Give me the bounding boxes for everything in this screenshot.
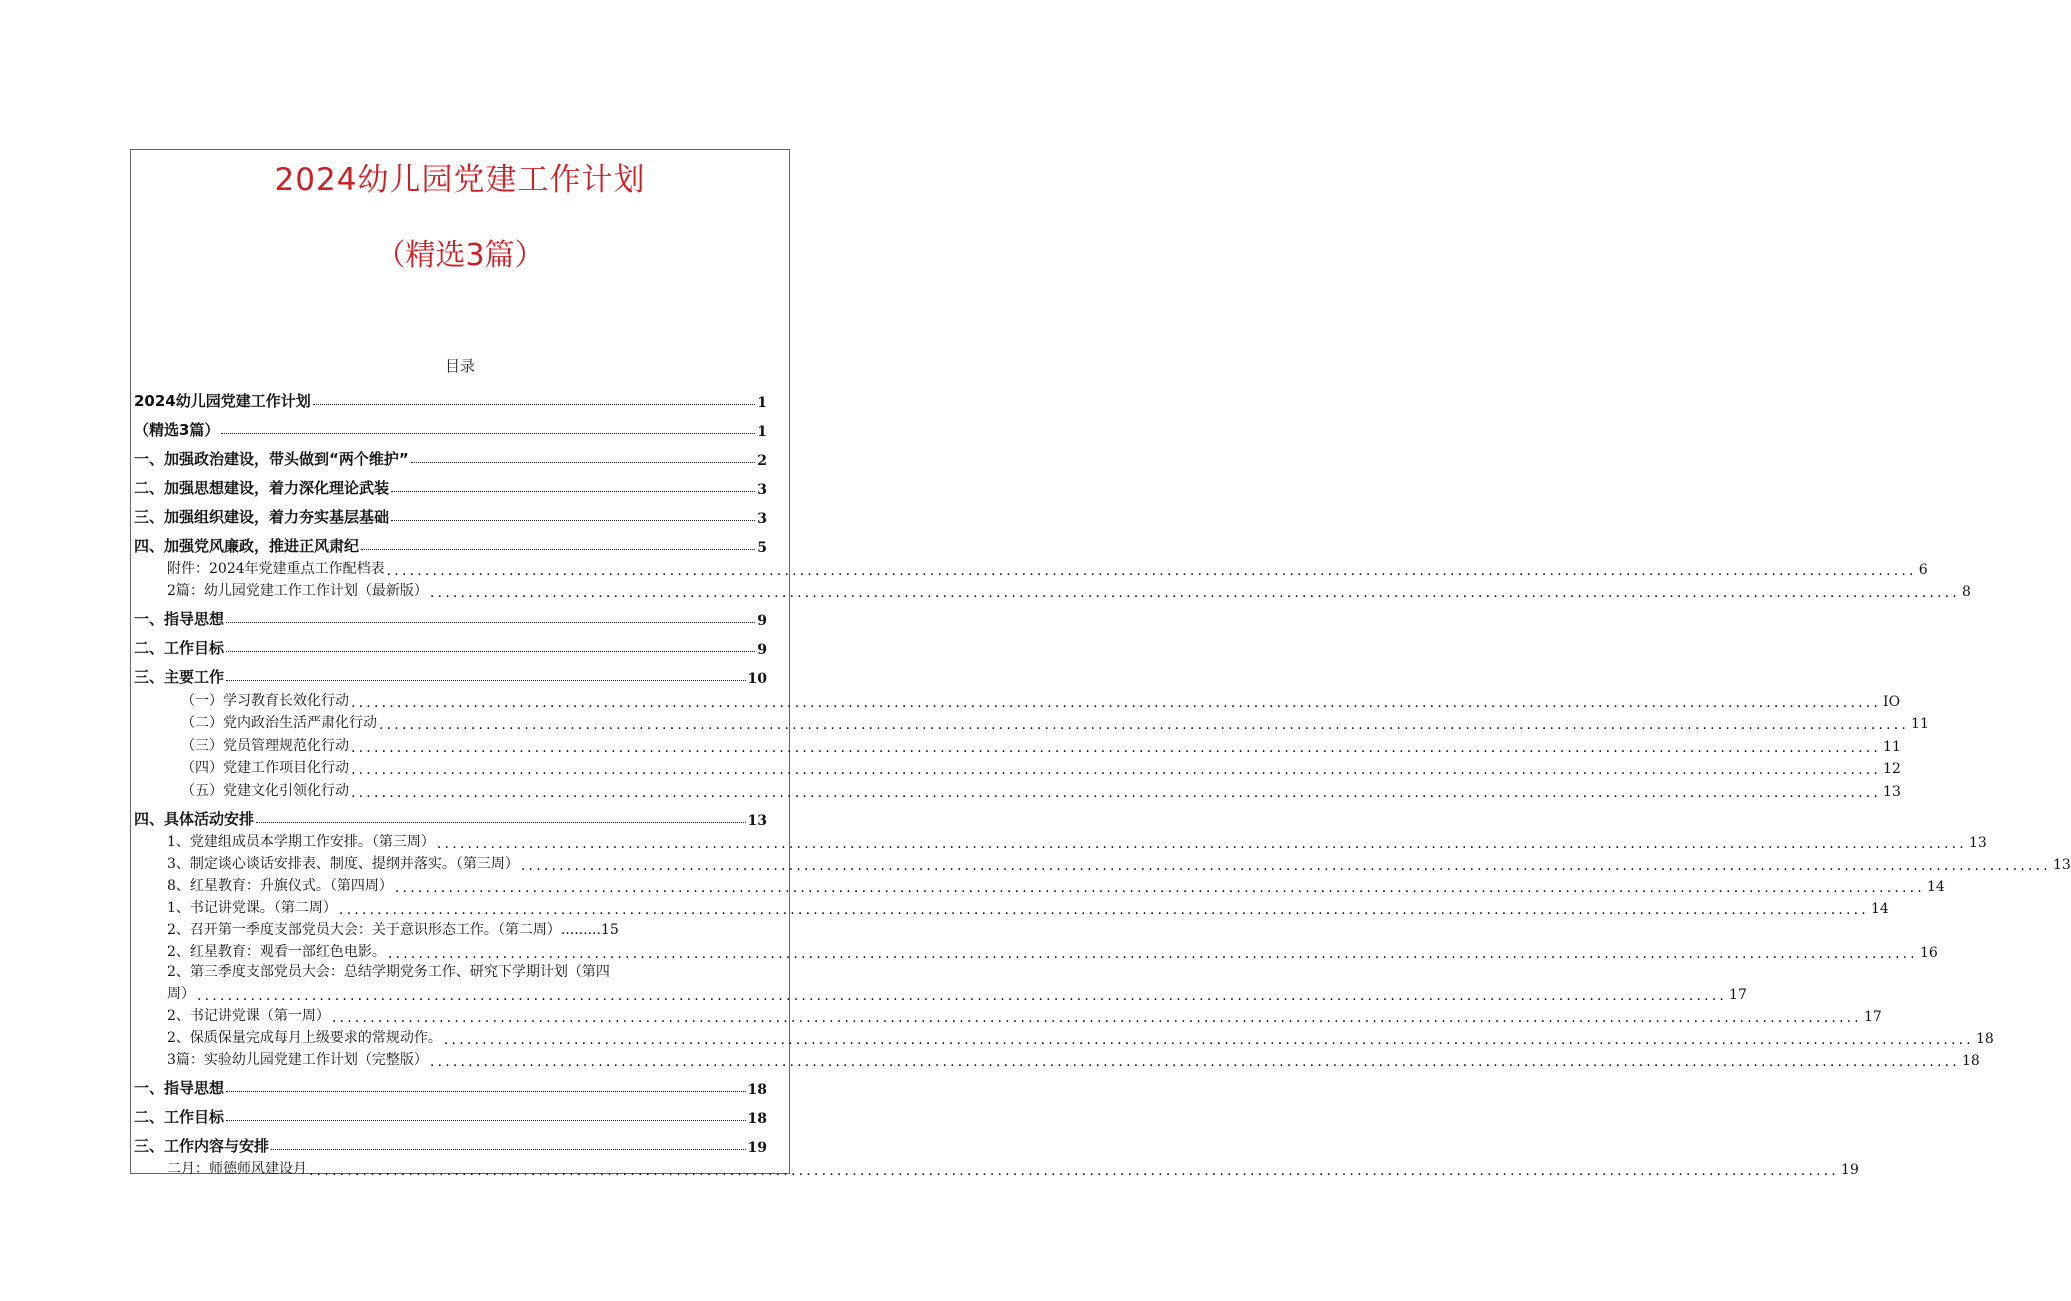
toc-entry-label: 一、指导思想 bbox=[134, 610, 225, 628]
toc-entry-label: （三）党员管理规范化行动 bbox=[181, 737, 349, 754]
toc-entry[interactable] bbox=[131, 851, 2071, 874]
toc-entry[interactable] bbox=[131, 981, 1747, 1004]
toc-page-number: 10 bbox=[747, 671, 767, 687]
toc-entry-label: 8、红星教育：升旗仪式。（第四周） bbox=[167, 877, 393, 894]
toc-dot-leader: ........................................................................................................................................................................................................ bbox=[351, 694, 1882, 711]
toc-entry[interactable] bbox=[131, 755, 1901, 778]
toc-entry-label: 2、召开第一季度支部党员大会：关于意识形态工作。（第二周）.........15 bbox=[167, 921, 619, 938]
toc-page-number: 1 bbox=[757, 424, 767, 440]
document-subtitle: （精选3篇） bbox=[375, 238, 545, 273]
table-of-contents bbox=[131, 382, 2071, 1179]
toc-entry[interactable] bbox=[131, 732, 1901, 756]
toc-entry[interactable] bbox=[131, 578, 1971, 601]
toc-dot-leader: ........................................................................................................................................................................................................ bbox=[394, 879, 1925, 896]
toc-entry[interactable] bbox=[131, 895, 1889, 918]
toc-dot-leader bbox=[256, 812, 746, 823]
toc-entry[interactable] bbox=[131, 658, 789, 687]
toc-page-number: 14 bbox=[1926, 878, 1945, 895]
toc-dot-leader bbox=[221, 423, 755, 434]
toc-entry-label: （四）党建工作项目化行动 bbox=[181, 760, 349, 776]
toc-entry-label: （二）党内政治生活严肃化行动 bbox=[181, 715, 377, 731]
toc-dot-leader bbox=[313, 394, 756, 405]
toc-entry[interactable] bbox=[131, 917, 789, 939]
toc-entry[interactable] bbox=[131, 829, 1987, 852]
toc-entry-label: 附件：2024年党建重点工作配档表 bbox=[167, 561, 385, 577]
toc-entry-label: （一）学习教育长效化行动 bbox=[181, 692, 349, 709]
toc-page-number: 2 bbox=[757, 453, 767, 469]
toc-entry-label: 三、工作内容与安排 bbox=[134, 1136, 270, 1155]
toc-entry[interactable] bbox=[131, 411, 789, 440]
toc-entry[interactable] bbox=[131, 556, 1928, 579]
toc-entry[interactable] bbox=[131, 629, 789, 658]
toc-page-number: 13 bbox=[1968, 834, 1987, 851]
toc-entry-label: 周） bbox=[167, 985, 195, 1002]
toc-entry-label: 四、具体活动安排 bbox=[134, 809, 255, 828]
toc-entry-label: 二、加强思想建设，着力深化理论武装 bbox=[134, 479, 390, 497]
toc-entry-label: （五）党建文化引领化行动 bbox=[181, 782, 349, 799]
toc-entry[interactable] bbox=[131, 498, 789, 527]
toc-page-number: 5 bbox=[757, 540, 767, 556]
toc-dot-leader bbox=[391, 510, 755, 521]
toc-entry-label: 二、工作目标 bbox=[134, 639, 225, 657]
document-title: 2024幼儿园党建工作计划 bbox=[274, 162, 646, 198]
toc-page-number: 19 bbox=[1841, 1161, 1859, 1178]
toc-page-number: 9 bbox=[757, 642, 767, 658]
toc-dot-leader bbox=[271, 1139, 746, 1150]
toc-heading: 目录 bbox=[444, 357, 475, 375]
toc-page-number: 11 bbox=[1883, 738, 1901, 755]
toc-dot-leader: ........................................................................................................................................................................................................ bbox=[386, 563, 1917, 579]
toc-entry-label: 一、加强政治建设，带头做到“两个维护” bbox=[134, 450, 409, 468]
toc-dot-leader bbox=[226, 612, 755, 623]
toc-page-number: IO bbox=[1883, 693, 1901, 710]
toc-page-number: 1 bbox=[757, 395, 767, 411]
toc-dot-leader bbox=[391, 481, 755, 492]
toc-page-number: 18 bbox=[747, 1081, 767, 1098]
toc-entry-label: 2、红星教育：观看一部红色电影。 bbox=[167, 943, 386, 960]
toc-entry-label: 2篇：幼儿园党建工作工作计划（最新版） bbox=[167, 583, 428, 599]
toc-entry-label: 2、第三季度支部党员大会：总结学期党务工作、研究下学期计划（第四 bbox=[167, 963, 610, 980]
toc-entry[interactable] bbox=[131, 1047, 1980, 1070]
toc-page-number: 19 bbox=[747, 1139, 767, 1156]
toc-page-number: 9 bbox=[757, 613, 767, 629]
toc-page-number: 13 bbox=[1883, 783, 1901, 800]
toc-dot-leader: ........................................................................................................................................................................................................ bbox=[429, 1053, 1960, 1070]
toc-entry-label: 三、加强组织建设，着力夯实基层基础 bbox=[134, 508, 390, 526]
toc-dot-leader bbox=[226, 1110, 746, 1121]
toc-page-number: 16 bbox=[1919, 944, 1938, 961]
document-page bbox=[130, 149, 2071, 1179]
toc-dot-leader: ........................................................................................................................................................................................................ bbox=[197, 987, 1728, 1004]
toc-dot-leader bbox=[361, 539, 755, 550]
toc-dot-leader: ........................................................................................................................................................................................................ bbox=[443, 1031, 1974, 1048]
toc-page-number: 3 bbox=[757, 511, 767, 527]
toc-entry[interactable] bbox=[131, 527, 789, 556]
toc-entry-label: 1、党建组成员本学期工作安排。（第三周） bbox=[167, 833, 435, 850]
toc-entry[interactable] bbox=[131, 939, 1938, 962]
toc-dot-leader: ........................................................................................................................................................................................................ bbox=[436, 835, 1967, 852]
toc-page-number: 17 bbox=[1729, 986, 1747, 1003]
toc-dot-leader: ........................................................................................................................................................................................................ bbox=[520, 857, 2051, 874]
toc-entry-label: 二月：师德师风建设月 bbox=[167, 1160, 307, 1177]
toc-entry-label: 2、保质保量完成每月上级要求的常规动作。 bbox=[167, 1029, 442, 1046]
toc-dot-leader: ........................................................................................................................................................................................................ bbox=[351, 762, 1882, 778]
toc-entry[interactable] bbox=[131, 1025, 1994, 1048]
toc-entry[interactable] bbox=[131, 1156, 1859, 1179]
toc-page-number: 13 bbox=[2052, 856, 2071, 873]
toc-entry-label: 三、主要工作 bbox=[134, 668, 225, 686]
toc-entry[interactable] bbox=[131, 382, 789, 411]
toc-entry-label: 3篇：实验幼儿园党建工作计划（完整版） bbox=[167, 1051, 428, 1068]
toc-page-number: 17 bbox=[1863, 1008, 1882, 1025]
toc-entry[interactable] bbox=[131, 469, 789, 498]
toc-page-number: 6 bbox=[1918, 562, 1928, 578]
toc-page-number: 14 bbox=[1870, 900, 1889, 917]
toc-entry-label: （精选3篇） bbox=[134, 421, 220, 439]
toc-entry[interactable] bbox=[131, 1003, 1882, 1026]
toc-entry-label: 3、制定谈心谈话安排表、制度、提纲并落实。（第三周） bbox=[167, 855, 519, 872]
toc-entry[interactable] bbox=[131, 961, 789, 981]
toc-dot-leader: ........................................................................................................................................................................................................ bbox=[309, 1162, 1840, 1179]
toc-entry-label: 2、书记讲党课（第一周） bbox=[167, 1007, 330, 1024]
toc-page-number: 8 bbox=[1961, 584, 1971, 600]
toc-entry-label: 二、工作目标 bbox=[134, 1107, 225, 1126]
toc-entry-label: 2024幼儿园党建工作计划 bbox=[134, 392, 311, 410]
toc-entry-label: 四、加强党风廉政，推进正风肃纪 bbox=[134, 537, 360, 555]
toc-page-number: 3 bbox=[757, 482, 767, 498]
toc-page-number: 11 bbox=[1911, 716, 1929, 732]
toc-dot-leader: ........................................................................................................................................................................................................ bbox=[338, 901, 1869, 918]
toc-entry[interactable] bbox=[131, 710, 1929, 733]
toc-entry[interactable] bbox=[131, 873, 1945, 896]
toc-dot-leader bbox=[226, 641, 755, 652]
toc-dot-leader bbox=[226, 1081, 746, 1092]
toc-entry[interactable] bbox=[131, 440, 789, 469]
toc-entry-label: 一、指导思想 bbox=[134, 1078, 225, 1097]
toc-dot-leader bbox=[226, 670, 746, 681]
toc-entry[interactable] bbox=[131, 687, 1901, 711]
toc-page-number: 12 bbox=[1883, 761, 1901, 777]
toc-entry[interactable] bbox=[131, 1069, 789, 1098]
toc-dot-leader bbox=[411, 452, 756, 463]
toc-entry[interactable] bbox=[131, 1098, 789, 1127]
toc-page-number: 13 bbox=[747, 812, 767, 829]
toc-dot-leader: ........................................................................................................................................................................................................ bbox=[387, 945, 1918, 962]
toc-dot-leader: ........................................................................................................................................................................................................ bbox=[351, 784, 1882, 801]
toc-entry[interactable] bbox=[131, 600, 789, 629]
toc-entry-label: 1、书记讲党课。（第二周） bbox=[167, 899, 337, 916]
toc-entry[interactable] bbox=[131, 777, 1901, 801]
toc-entry[interactable] bbox=[131, 1127, 789, 1156]
toc-dot-leader: ........................................................................................................................................................................................................ bbox=[331, 1009, 1862, 1026]
toc-dot-leader: ........................................................................................................................................................................................................ bbox=[429, 585, 1960, 601]
toc-dot-leader: ........................................................................................................................................................................................................ bbox=[379, 717, 1910, 733]
toc-dot-leader: ........................................................................................................................................................................................................ bbox=[351, 739, 1882, 756]
toc-page-number: 18 bbox=[747, 1110, 767, 1127]
toc-entry[interactable] bbox=[131, 800, 789, 829]
toc-page-number: 18 bbox=[1975, 1030, 1994, 1047]
toc-page-number: 18 bbox=[1961, 1052, 1980, 1069]
